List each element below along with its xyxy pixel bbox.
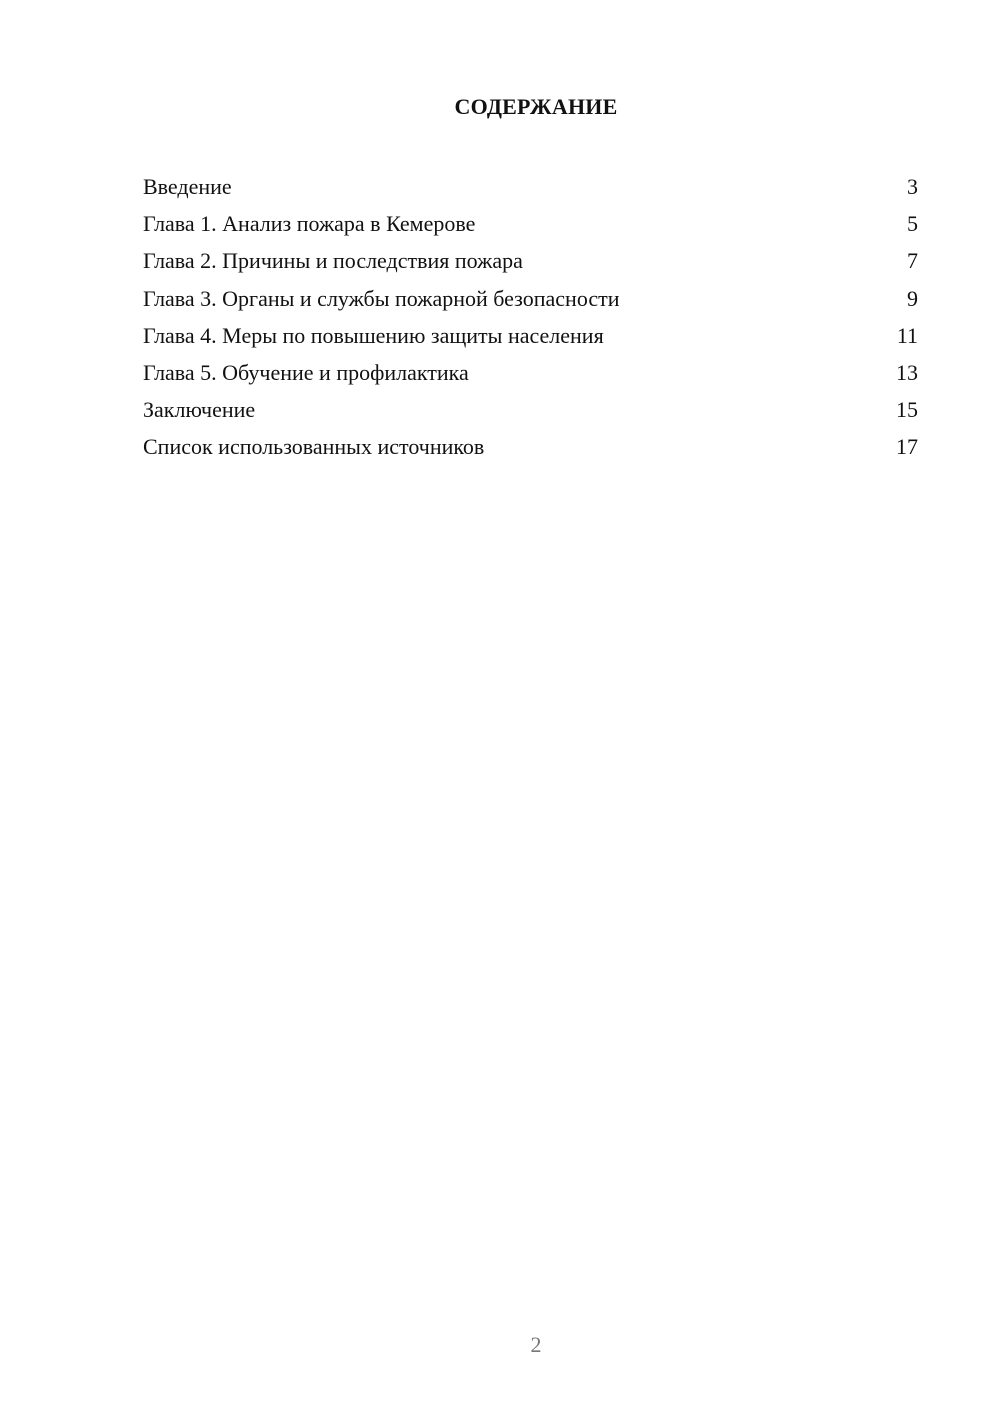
toc-entry-page: 17 — [896, 434, 918, 460]
toc-entry-page: 7 — [907, 248, 918, 274]
toc-entry-chapter-2[interactable] — [143, 242, 918, 279]
toc-title: СОДЕРЖАНИЕ — [454, 94, 618, 119]
toc-entry-introduction[interactable] — [143, 168, 918, 205]
toc-entry-chapter-1[interactable] — [143, 205, 918, 242]
toc-entry-label: Глава 5. Обучение и профилактика — [143, 359, 469, 385]
toc-entry-chapter-3[interactable] — [143, 280, 918, 317]
toc-entry-conclusion[interactable] — [143, 391, 918, 428]
toc-entry-page: 13 — [896, 359, 918, 385]
toc-entry-page: 5 — [907, 211, 918, 237]
toc-entry-page: 15 — [896, 397, 918, 423]
toc-entry-chapter-5[interactable] — [143, 354, 918, 391]
toc-entry-page: 3 — [907, 174, 918, 199]
toc-entry-page: 9 — [907, 285, 918, 311]
toc-entry-label: Список использованных источников — [143, 434, 485, 460]
toc-entry-label: Заключение — [143, 397, 256, 423]
toc-entry-label: Глава 4. Меры по повышению защиты населения — [143, 322, 604, 348]
page-number: 2 — [530, 1332, 542, 1357]
toc-entry-references[interactable] — [143, 428, 918, 465]
toc-entry-page: 11 — [896, 322, 918, 348]
toc-entry-chapter-4[interactable] — [143, 317, 918, 354]
toc-list — [143, 168, 918, 466]
toc-entry-label: Глава 3. Органы и службы пожарной безопасности — [143, 285, 620, 311]
toc-entry-label: Глава 1. Анализ пожара в Кемерове — [143, 211, 476, 237]
toc-entry-label: Глава 2. Причины и последствия пожара — [143, 248, 523, 274]
toc-entry-label: Введение — [143, 174, 232, 199]
